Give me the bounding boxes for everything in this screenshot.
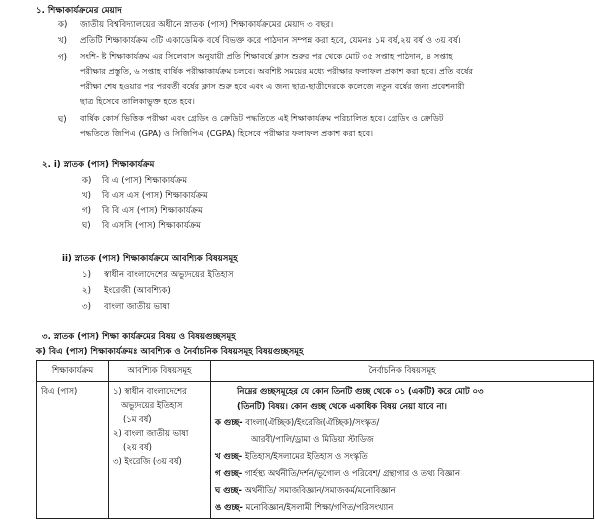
group-row (215, 431, 589, 448)
program-name: বিএ (পাস) (41, 386, 78, 396)
group-subjects: গার্হস্থ্য অর্থনীতি/দর্শন/ভূগোল ও পরিবেশ/ গ্রন্থাগার ও তথ্য বিজ্ঞান (244, 468, 460, 478)
section-2-heading: ২. i) স্নাতক (পাস) শিক্ষাকার্যক্রম (42, 160, 155, 170)
list-marker: ৩) (82, 302, 91, 312)
table-header: আবশ্যিক বিষয়সমূহ (109, 361, 211, 382)
compulsory-cell (109, 382, 211, 519)
list-item: জাতীয় বিশ্ববিদ্যালয়ের অধীনে স্নাতক (পাস) শিক্ষাকার্যক্রমের মেয়াদ ৩ বছর। (80, 20, 334, 30)
list-marker: ক) (82, 176, 92, 186)
group-subjects: আরবী/পালি/ড্রামা ও মিডিয়া স্টাডিজ (251, 434, 374, 444)
list-item: স্বাধীন বাংলাদেশের অভ্যুদয়ের ইতিহাস (104, 270, 234, 280)
group-subjects: বাংলা(ঐচ্ছিক)/ইংরেজি(ঐচ্ছিক)/সংস্কৃত/ (245, 417, 380, 427)
list-marker: ২) (82, 286, 91, 296)
list-marker: খ) (82, 191, 91, 201)
table-header: শিক্ষাকার্যক্রম (37, 361, 109, 382)
group-row (215, 499, 589, 516)
list-item: ইংরেজী (আবশ্যিক) (104, 286, 171, 296)
group-row (215, 414, 589, 431)
subjects-table (36, 360, 594, 519)
compulsory-line: ১) স্বাধীন বাংলাদেশের (113, 386, 187, 396)
list-item: বি এ (পাস) শিক্ষাকার্যক্রম (102, 176, 188, 186)
list-item-line: পদ্ধতিতে জিপিএ (GPA) ও সিজিপিএ (CGPA) হিসেবে পরীক্ষার ফলাফল প্রকাশ করা হবে। (80, 128, 374, 138)
list-marker: খ) (58, 36, 67, 46)
elective-intro-line: নিম্নের গুচ্ছসমূহের যে কোন তিনটি গুচ্ছ থেকে ০১ (একটি) করে মোট ০৩ (237, 386, 484, 396)
group-label: গ গুচ্ছ- (215, 468, 243, 478)
table-header-row (37, 361, 594, 382)
program-cell (37, 382, 109, 519)
group-row (215, 465, 589, 482)
compulsory-line: অভ্যুদয়ের ইতিহাস (121, 400, 183, 410)
group-row (215, 482, 589, 499)
list-marker: গ) (82, 206, 91, 216)
list-marker: গ) (58, 53, 67, 63)
group-label: ঘ গুচ্ছ- (215, 485, 242, 495)
group-label: ক গুচ্ছ- (215, 417, 243, 427)
list-marker: ঘ) (82, 221, 91, 231)
table-row (37, 382, 594, 519)
group-subjects: মনোবিজ্ঞান/ইসলামী শিক্ষা/গণিত/পরিসংখ্যান (245, 502, 394, 512)
section-2-subheading: ii) স্নাতক (পাস) শিক্ষাকার্যক্রমে আবশ্যিক বিষয়সমূহ (62, 254, 238, 264)
section-1-heading: ১. শিক্ষাকার্যক্রমের মেয়াদ (36, 6, 122, 16)
list-item: বি এসসি (পাস) শিক্ষাকার্যক্রম (102, 221, 201, 231)
compulsory-line: (২য় বর্ষ) (123, 442, 152, 452)
group-label: ঙ গুচ্ছ- (215, 502, 243, 512)
group-subjects: ইতিহাস/ইসলামের ইতিহাস ও সংস্কৃতি (244, 451, 368, 461)
compulsory-line: (১ম বর্ষ) (123, 414, 152, 424)
list-item-line: পরীক্ষার প্রস্তুতি, ৬ সপ্তাহ বার্ষিক পরীক্ষাকার্যক্রম চলবে। অবশিষ্ট সময়ের মধ্যে পরীক্ষার ফলাফল প্রকাশ করা হবে। প্রতি বর্ষের (80, 66, 473, 76)
list-marker: ক) (58, 20, 68, 30)
group-row (215, 448, 589, 465)
elective-intro-line: (তিনটি) বিষয়। কোন গুচ্ছ থেকে একাধিক বিষয় নেয়া যাবে না। (237, 401, 447, 411)
elective-cell (211, 382, 594, 519)
list-item: বি এস এস (পাস) শিক্ষাকার্যক্রম (102, 191, 208, 201)
group-subjects: অর্থনীতি/ সমাজবিজ্ঞান/সমাজকর্ম/মনোবিজ্ঞান (244, 485, 396, 495)
table-header: নৈর্বাচনিক বিষয়সমূহ (211, 361, 594, 382)
list-item-line: ছাত্র হিসেবে তালিকাভুক্ত হতে হবে। (80, 96, 195, 106)
list-item-line: পরীক্ষা শেষ হওয়ার পর পরবর্তী বর্ষের ক্লাস শুরু হবে এবং এ জন্য ছাত্র-ছাত্রীদেরকে কলেজে নতুন বর্ষের জন্য প্রবেশনারী (80, 81, 465, 91)
list-item: বি বি এস (পাস) শিক্ষাকার্যক্রম (102, 206, 203, 216)
list-item: বাংলা জাতীয় ভাষা (104, 302, 170, 312)
group-label: খ গুচ্ছ- (215, 451, 243, 461)
compulsory-line: ৩) ইংরেজি (৩য় বর্ষ) (113, 456, 182, 466)
section-3-heading: ৩. স্নাতক (পাস) শিক্ষা কার্যক্রমের বিষয় ও বিষয়গুচ্ছসমূহ (42, 332, 236, 342)
list-marker: ১) (82, 270, 91, 280)
compulsory-line: ২) বাংলা জাতীয় ভাষা (113, 428, 189, 438)
list-item-line: বার্ষিক কোর্স ভিত্তিক পরীক্ষা এবং গ্রেডিং ও ক্রেডিট পদ্ধতিতে এই শিক্ষাকার্যক্রম পরিচালিত হবে। গ্রেডিং ও ক্রেডিট (80, 113, 444, 123)
list-item-line: সংশি- ষ্ট শিক্ষাকার্যক্রম এর সিলেবাস অনুযায়ী প্রতি শিক্ষাবর্ষে ক্লাস শুরুর পর থেকে মোট ৩৫ সপ্তাহ পাঠদান, ৪ সপ্তাহ (80, 51, 453, 61)
list-item: প্রতিটি শিক্ষাকার্যক্রম ৩টি একাডেমিক বর্ষে বিভক্ত করে পাঠদান সম্পন্ন করা হবে, যেমনঃ ১ম বর্ষ,২য় বর্ষ ও ৩য় বর্ষ। (80, 36, 461, 46)
list-marker: ঘ) (58, 115, 67, 125)
section-3-subheading: ক) বিএ (পাস) শিক্ষাকার্যক্রমঃ আবশ্যিক ও নৈর্বাচনিক বিষয়সমূহ বিষয়গুচ্ছসমূহ (36, 347, 304, 357)
